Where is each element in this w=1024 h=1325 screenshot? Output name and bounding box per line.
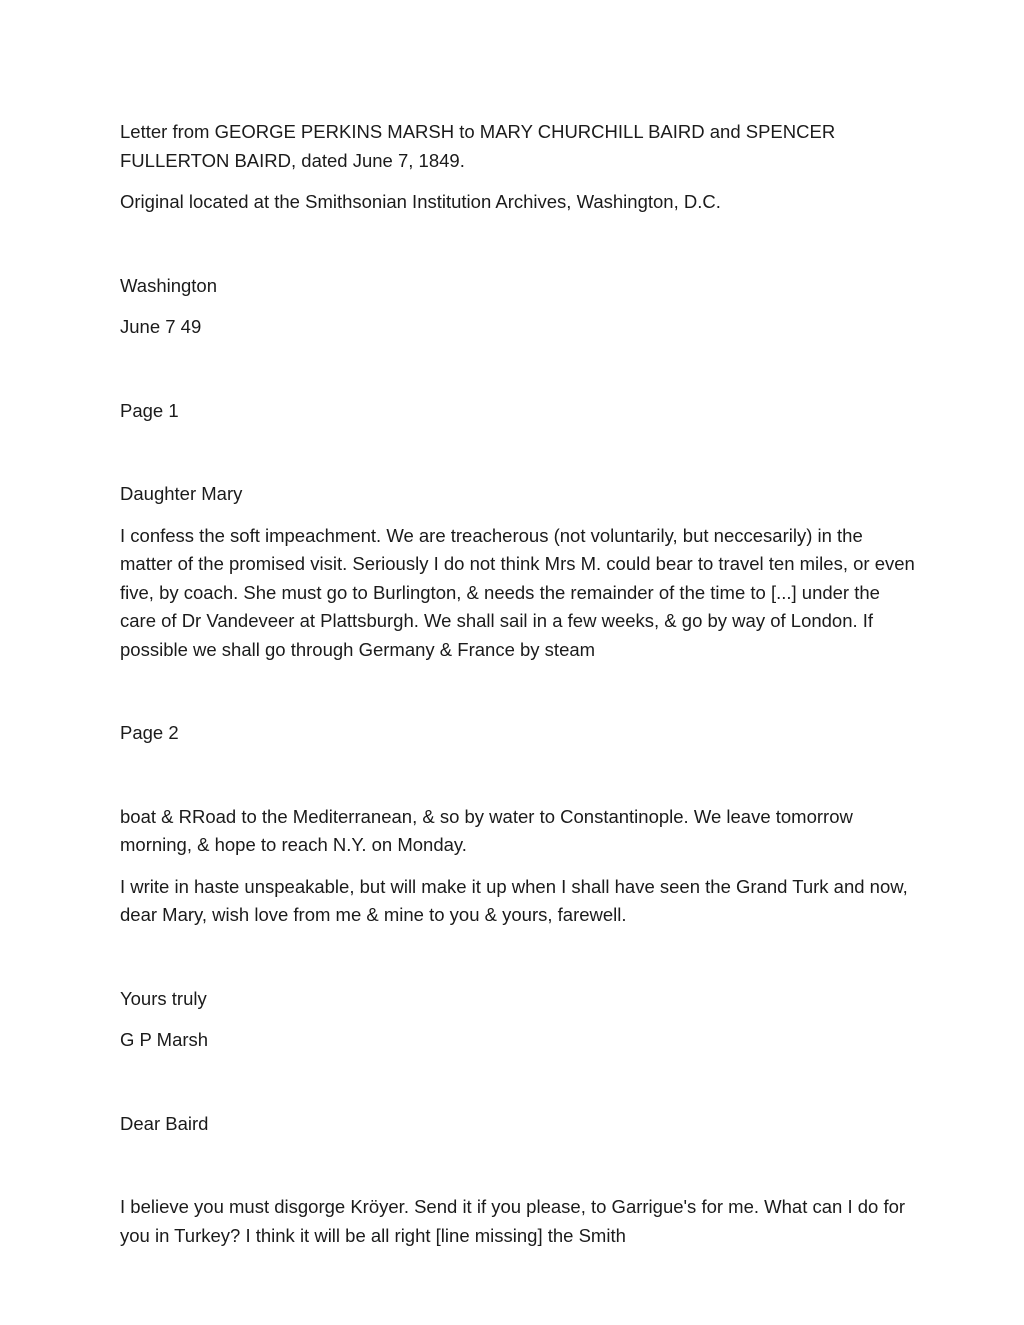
- letter-closing: Yours truly: [120, 987, 207, 1009]
- letter-paragraph-2: boat & RRoad to the Mediterranean, & so by water to Constantinople. We leave tomorrow morning, & hope to reach N.Y. on Monday.: [120, 805, 853, 855]
- document-title: Letter from GEORGE PERKINS MARSH to MARY CHURCHILL BAIRD and SPENCER FULLERTON BAIRD, dated June 7, 1849.: [120, 121, 836, 171]
- page-label-1: Page 1: [120, 399, 179, 421]
- letter-paragraph-4: I believe you must disgorge Kröyer. Send it if you please, to Garrigue's for me. What can I do for you in Turkey? I think it will be all right [line missing] the Smith: [120, 1196, 906, 1246]
- letter-salutation: Daughter Mary: [120, 483, 243, 504]
- letter-salutation-2: Dear Baird: [120, 1112, 209, 1134]
- document-body: [120, 118, 920, 1250]
- letter-date: June 7 49: [120, 316, 202, 337]
- letter-place: Washington: [120, 274, 218, 296]
- letter-paragraph-1: I confess the soft impeachment. We are treacherous (not voluntarily, but neccesarily) in the matter of the promised visit. Seriously I do not think Mrs M. could bear to travel ten miles, or even five, by coach. She must go to Burlington, & needs the remainder of the time to [...] under the care of Dr Vandeveer at Plattsburgh. We shall sail in a few weeks, & go by way of London. If possible we shall go through Germany & France by steam: [120, 524, 915, 660]
- page-label-2: Page 2: [120, 722, 179, 743]
- letter-signature: G P Marsh: [120, 1029, 209, 1050]
- letter-paragraph-3: I write in haste unspeakable, but will make it up when I shall have seen the Grand Turk and now, dear Mary, wish love from me & mine to you & yours, farewell.: [120, 875, 908, 925]
- source-note: Original located at the Smithsonian Institution Archives, Washington, D.C.: [120, 191, 721, 212]
